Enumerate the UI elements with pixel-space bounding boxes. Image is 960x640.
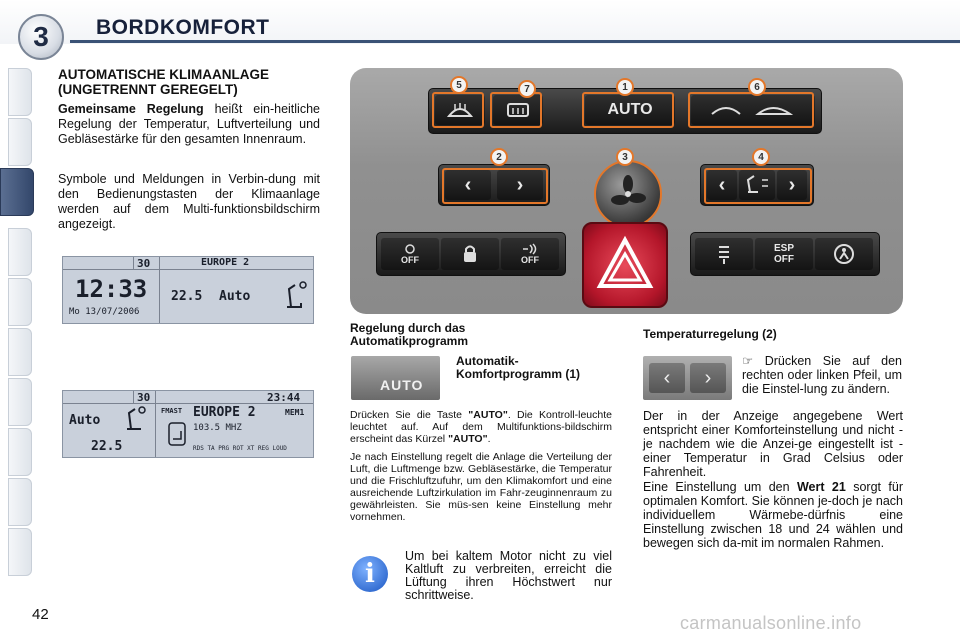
multifunction-display-1 — [62, 256, 314, 324]
optimal-setting-paragraph — [643, 480, 903, 550]
passenger-airbag-off-button[interactable] — [381, 238, 439, 270]
chapter-tab-rail — [0, 68, 36, 578]
header-rule — [70, 40, 960, 43]
airbag-off-label: OFF — [401, 255, 419, 265]
arrow-instruction-text: Drücken Sie auf den rechten oder linken Pfeil, um die Einstel-lung zu ändern. — [742, 354, 903, 396]
display-memory: MEM1 — [285, 408, 305, 417]
climate-panel-photo — [350, 68, 903, 314]
distribution-left-arrow[interactable]: ‹ — [707, 170, 737, 200]
multifunction-display-2 — [62, 390, 314, 458]
chapter-badge: 3 — [18, 14, 64, 60]
temperature-left-arrow[interactable]: ‹ — [445, 170, 491, 200]
intro-bold-term: Gemeinsame Regelung — [58, 102, 204, 116]
callout-2: 2 — [490, 148, 508, 166]
lock-icon — [462, 244, 478, 264]
chapter-tab[interactable] — [8, 378, 32, 426]
display-station: EUROPE 2 — [201, 257, 250, 268]
page-number: 42 — [32, 606, 49, 623]
value-21: Wert 21 — [796, 480, 846, 494]
chapter-tab[interactable] — [8, 68, 32, 116]
callout-7: 7 — [518, 80, 536, 98]
auto-instruction — [350, 409, 612, 445]
auto-thumbnail-label: AUTO — [380, 377, 424, 393]
text-run: . — [487, 433, 491, 445]
intro-paragraph — [58, 102, 320, 147]
chapter-tab[interactable] — [8, 478, 32, 526]
watermark: carmanualsonline.info — [680, 613, 862, 633]
seat-airflow-icon — [123, 405, 147, 433]
display-date: Mo 13/07/2006 — [69, 307, 140, 317]
display-temperature: 22.5 — [91, 439, 123, 454]
alarm-off-button[interactable] — [501, 238, 559, 270]
info-icon: i — [352, 556, 388, 592]
text-run: Eine Einstellung um den — [643, 480, 797, 494]
display-frequency: 103.5 MHZ — [193, 423, 242, 433]
arrow-buttons-thumbnail — [643, 356, 732, 400]
callout-3: 3 — [616, 148, 634, 166]
radio-seat-icon — [167, 417, 189, 449]
esp-off-label: OFF — [774, 254, 794, 265]
suspension-button[interactable] — [695, 238, 753, 270]
sound-wave-icon — [520, 243, 540, 255]
automatic-program-heading: Regelung durch das Automatikprogramm — [350, 321, 469, 348]
callout-1: 1 — [616, 78, 634, 96]
callout-5: 5 — [450, 76, 468, 94]
auto-indicator-label: "AUTO" — [448, 433, 488, 445]
fan-icon — [596, 162, 660, 226]
info-note: Um bei kaltem Motor nicht zu viel Kaltluft zu verbreiten, erreicht die Lüftung ihren Höchstwert nur schrittweise. — [405, 549, 612, 602]
callout-frame — [704, 168, 812, 204]
alarm-off-label: OFF — [521, 255, 539, 265]
central-lock-button[interactable] — [441, 238, 499, 270]
fan-speed-knob[interactable] — [594, 160, 662, 228]
temperature-right-arrow[interactable]: › — [497, 170, 543, 200]
text-run: sorgt für optimalen Komfort. Sie können je-doch je nach individuellem Wärmebe-dürfnis eine Einstellung zwischen 18 und 24 wählen und bewegen sich da-mit im normalen Rahmen. — [643, 480, 903, 550]
callout-6: 6 — [748, 78, 766, 96]
comfort-value-paragraph: Der in der Anzeige angegebene Wert entspricht einer Komforteinstellung und nicht - je nachdem wie die Anzei-ge eingestellt ist - einer Temperatur in Grad Celsius oder Fahrenheit. — [643, 409, 903, 479]
text-run: Drücken Sie die Taste — [350, 409, 469, 421]
chapter-tab[interactable] — [8, 118, 32, 166]
display-status-line: RDS TA PRG ROT XT REG LOUD — [193, 445, 287, 452]
display-time: 23:44 — [267, 391, 301, 404]
display-fmast: FMAST — [161, 407, 183, 415]
auto-caption: Automatik-Komfortprogramm (1) — [456, 354, 581, 381]
temperature-heading: Temperaturregelung (2) — [643, 327, 777, 341]
callout-4: 4 — [752, 148, 770, 166]
child-lock-button[interactable] — [815, 238, 873, 270]
display-temp-top: 30 — [137, 391, 151, 404]
chapter-tab[interactable] — [8, 528, 32, 576]
bottom-left-button-bar — [376, 232, 566, 276]
auto-button[interactable]: AUTO — [585, 95, 675, 125]
display-paragraph: Symbole und Meldungen in Verbin-dung mit den Bedienungstasten der Klimaanlage werden auf dem Multi-funktionsbildschirm angezeigt. — [58, 172, 320, 231]
suspension-icon — [715, 243, 733, 265]
auto-key-label: "AUTO" — [468, 409, 508, 421]
display-time: 12:33 — [75, 275, 148, 303]
callout-frame — [442, 168, 548, 204]
thumbnail-right-arrow: › — [690, 363, 726, 393]
child-safety-icon — [833, 243, 855, 265]
hazard-warning-button[interactable] — [582, 222, 668, 308]
distribution-right-arrow[interactable]: › — [777, 170, 807, 200]
seat-airflow-icon — [279, 279, 309, 311]
arrow-instruction — [742, 354, 902, 396]
chapter-tab[interactable] — [8, 278, 32, 326]
esp-label: ESP — [773, 243, 794, 254]
esp-off-button[interactable] — [755, 238, 813, 270]
callout-frame — [688, 92, 814, 128]
chapter-tab-active[interactable] — [0, 168, 34, 216]
display-mode: Auto — [219, 289, 251, 304]
intro-text: heißt ein-heitliche Regelung der Temperatur, Luftverteilung und Gebläsestärke für den gesamten Innenraum. — [58, 102, 320, 146]
callout-frame — [490, 92, 542, 128]
section-heading: AUTOMATISCHE KLIMAANLAGE (UNGETRENNT GEREGELT) — [58, 67, 269, 97]
chapter-tab[interactable] — [8, 428, 32, 476]
display-station: EUROPE 2 — [193, 405, 256, 420]
thumbnail-left-arrow: ‹ — [649, 363, 685, 393]
pointing-hand-icon: ☞ — [742, 354, 765, 368]
callout-frame — [432, 92, 484, 128]
text-run: . Die Kontroll-leuchte leuchtet auf. Auf dem Multifunktions-bildschirm erscheint das Kürzel — [350, 409, 612, 445]
display-temp-top: 30 — [137, 257, 151, 270]
airbag-icon — [400, 243, 420, 255]
chapter-tab[interactable] — [8, 328, 32, 376]
display-mode: Auto — [69, 413, 101, 428]
display-temperature: 22.5 — [171, 289, 203, 304]
auto-description: Je nach Einstellung regelt die Anlage die Verteilung der Luft, die Luftmenge bzw. Gebläsestärke, die Temperatur und die Frischluftzufuhr, um den Klimakomfort und eine ausreichende Luftzirkulation im Fahr-zeuginnenraum zu gewährleisten. Sie müs-sen keine Einstellung mehr vornehmen. — [350, 451, 612, 523]
chapter-tab[interactable] — [8, 228, 32, 276]
hazard-triangle-icon — [584, 224, 666, 306]
page-title: BORDKOMFORT — [96, 16, 270, 39]
bottom-right-button-bar — [690, 232, 880, 276]
callout-frame — [582, 92, 674, 128]
